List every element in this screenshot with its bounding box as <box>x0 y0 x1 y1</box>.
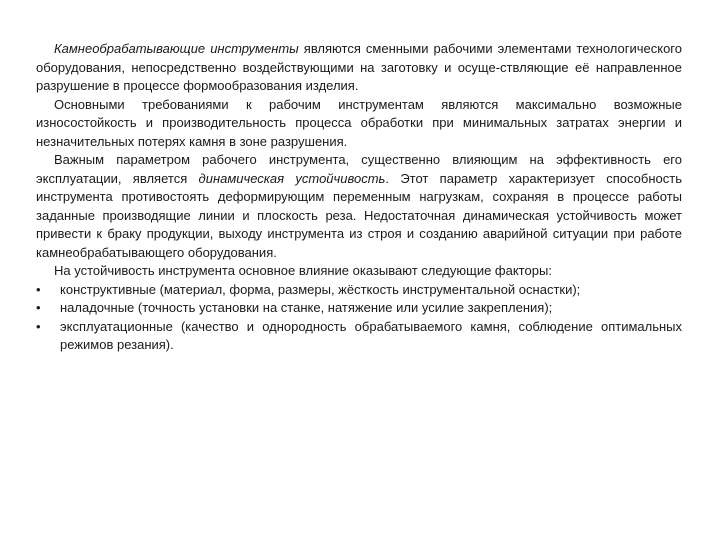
bullet-icon: • <box>36 318 41 334</box>
list-item-text: эксплуатационные (качество и однородность обрабатываемого камня, соблюдение оптимальных режимов резания). <box>60 318 682 352</box>
bullet-icon: • <box>36 300 41 315</box>
list-item-constructive <box>36 281 682 300</box>
bullet-icon: • <box>36 281 41 297</box>
paragraph-definition <box>36 40 682 96</box>
factors-list <box>36 281 682 355</box>
paragraph-requirements: Основными требованиями к рабочим инструментам являются максимально возможные износостойкость и производительность процесса обработки при минимальных затратах энергии и незначительных потерях камня в зоне разрушения. <box>36 96 682 149</box>
list-item-setup <box>36 299 682 318</box>
list-item-text: наладочные (точность установки на станке, натяжение или усилие закрепления); <box>60 300 553 315</box>
paragraph-definition-text: являются сменными рабочими элементами технологического оборудования, непосредственно воздействующими на заготовку и осуще-ствляющие её направленное разрушение в процессе формообразования изделия. <box>36 41 682 93</box>
list-item-text: конструктивные (материал, форма, размеры, жёсткость инструментальной оснастки); <box>60 281 581 297</box>
paragraph-dynamic-stability <box>36 151 682 262</box>
paragraph-dynamic-stability-intro: Важным параметром рабочего инструмента, существенно влияющим на эффективность его эксплуатации, является <box>36 152 682 186</box>
term-dynamic-stability: динамическая устойчивость <box>198 170 386 186</box>
paragraph-factors-intro: На устойчивость инструмента основное влияние оказывают следующие факторы: <box>54 263 552 278</box>
list-item-operational <box>36 318 682 355</box>
document-body <box>36 40 682 355</box>
term-stone-tools: Камнеобрабатывающие инструменты <box>54 41 299 56</box>
paragraph-dynamic-stability-text: . Этот параметр характеризует способность инструмента противостоять деформирующим переменным нагрузкам, сохраняя в процессе работы заданные производящие линии и плоскость реза. Недостаточная динамическая устойчивость может привести к браку продукции, выходу инструмента из строя и созданию аварийной ситуации при работе камнеобрабатывающего оборудования. <box>36 170 682 260</box>
